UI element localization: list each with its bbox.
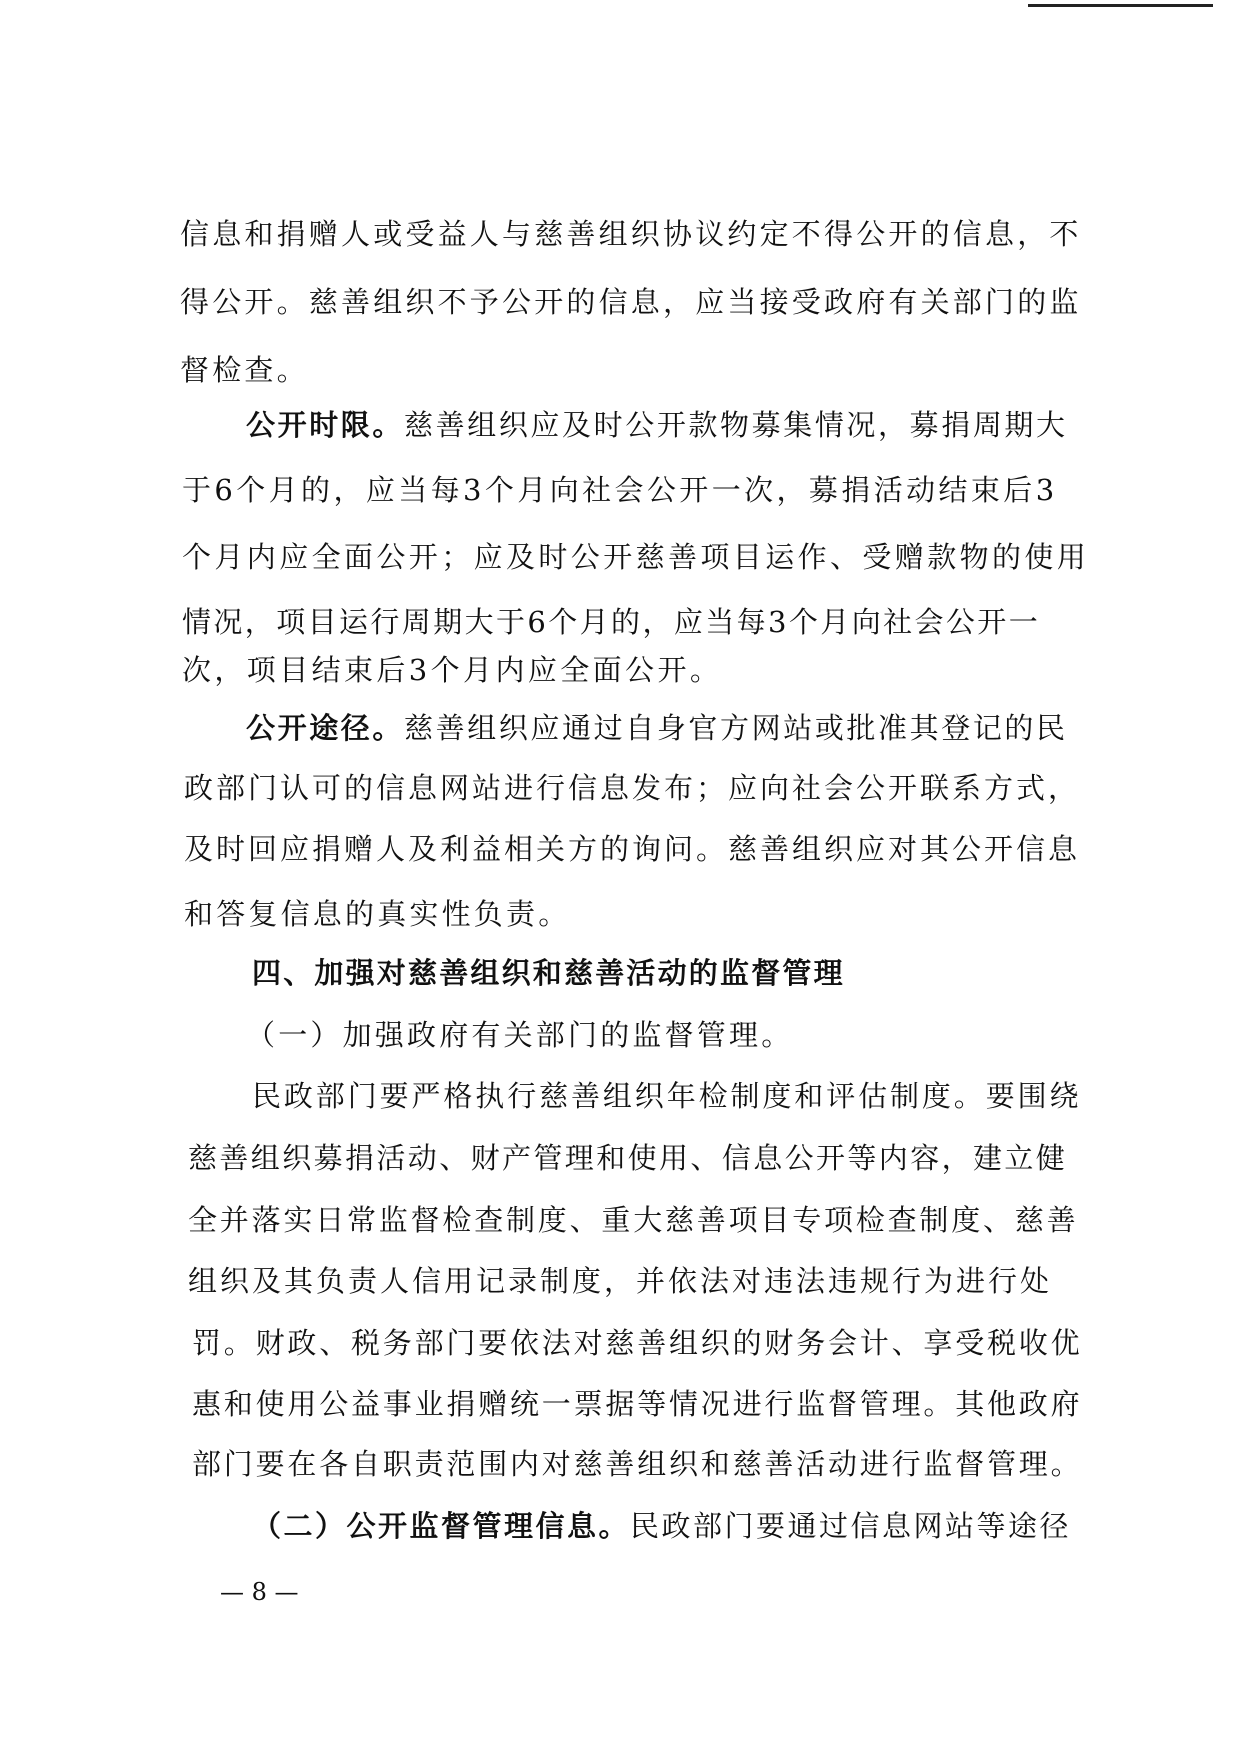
section-heading: 四、加强对慈善组织和慈善活动的监督管理 <box>252 956 845 990</box>
paragraph-disclosure-channel <box>246 708 1068 748</box>
text-line: 慈善组织募捐活动、财产管理和使用、信息公开等内容，建立健 <box>188 1141 1068 1175</box>
channel-text: 慈善组织应通过自身官方网站或批准其登记的民 <box>404 711 1068 745</box>
paragraph-disclosure-info <box>252 1506 1071 1546</box>
text-line: 及时回应捐赠人及利益相关方的询问。慈善组织应对其公开信息 <box>184 832 1081 866</box>
text-line: 罚。财政、税务部门要依法对慈善组织的财务会计、享受税收优 <box>192 1326 1083 1360</box>
text-line: 个月内应全面公开；应及时公开慈善项目运作、受赠款物的使用 <box>182 540 1090 574</box>
text-line: 部门要在各自职责范围内对慈善组织和慈善活动进行监督管理。 <box>192 1447 1083 1481</box>
time-limit-text: 慈善组织应及时公开款物募集情况，募捐周期大 <box>404 408 1068 442</box>
page-number: — 8 — <box>220 1578 299 1606</box>
disclosure-info-text: 民政部门要通过信息网站等途径 <box>630 1509 1072 1543</box>
paragraph-time-limit <box>246 405 1068 445</box>
channel-lead: 公开途径。 <box>246 711 405 745</box>
text-line: 组织及其负责人信用记录制度，并依法对违法违规行为进行处 <box>188 1264 1053 1298</box>
text-line: 政部门认可的信息网站进行信息发布；应向社会公开联系方式， <box>184 771 1081 805</box>
text-line: 督检查。 <box>180 353 309 387</box>
time-limit-lead: 公开时限。 <box>246 408 405 442</box>
text-line: 信息和捐赠人或受益人与慈善组织协议约定不得公开的信息，不 <box>180 217 1082 251</box>
text-line: 次，项目结束后3个月内应全面公开。 <box>182 653 723 687</box>
text-line: 情况，项目运行周期大于6个月的，应当每3个月向社会公开一 <box>182 605 1041 639</box>
text-line: 惠和使用公益事业捐赠统一票据等情况进行监督管理。其他政府 <box>192 1387 1083 1421</box>
top-edge-rule <box>1028 4 1213 7</box>
disclosure-info-lead: （二）公开监督管理信息。 <box>252 1509 631 1543</box>
text-line: 全并落实日常监督检查制度、重大慈善项目专项检查制度、慈善 <box>188 1203 1079 1237</box>
text-line: 和答复信息的真实性负责。 <box>184 897 571 931</box>
text-line: 于6个月的，应当每3个月向社会公开一次，募捐活动结束后3 <box>182 473 1058 507</box>
text-line: 得公开。慈善组织不予公开的信息，应当接受政府有关部门的监 <box>180 285 1082 319</box>
text-line: 民政部门要严格执行慈善组织年检制度和评估制度。要围绕 <box>252 1079 1082 1113</box>
subsection-heading: （一）加强政府有关部门的监督管理。 <box>246 1018 794 1052</box>
